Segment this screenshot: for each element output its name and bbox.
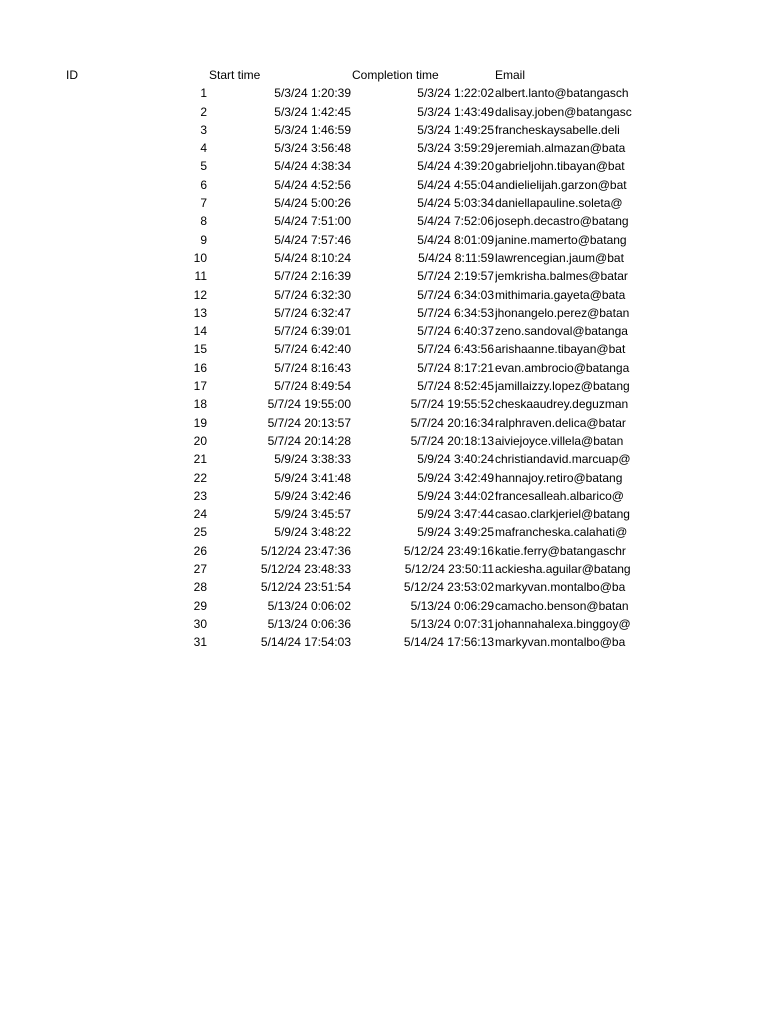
cell-email: andielielijah.garzon@bat bbox=[495, 177, 627, 192]
cell-id: 9 bbox=[200, 232, 207, 247]
header-start-time: Start time bbox=[209, 68, 261, 82]
cell-email: jamillaizzy.lopez@batang bbox=[495, 379, 630, 394]
cell-completion-time: 5/4/24 5:03:34 bbox=[417, 196, 494, 211]
cell-completion-time: 5/4/24 8:11:59 bbox=[418, 250, 494, 265]
cell-id: 10 bbox=[193, 250, 207, 265]
spreadsheet-page bbox=[0, 66, 768, 652]
cell-completion-time: 5/3/24 1:49:25 bbox=[417, 122, 494, 137]
cell-id: 30 bbox=[193, 616, 207, 631]
cell-completion-time: 5/3/24 1:43:49 bbox=[417, 104, 494, 119]
cell-completion-time: 5/7/24 8:17:21 bbox=[417, 360, 494, 375]
cell-completion-time: 5/12/24 23:50:11 bbox=[404, 562, 494, 577]
cell-email: francheskaysabelle.deli bbox=[495, 122, 620, 137]
cell-id: 4 bbox=[200, 141, 207, 156]
cell-id: 19 bbox=[193, 415, 207, 430]
cell-completion-time: 5/12/24 23:49:16 bbox=[403, 543, 494, 558]
cell-id: 25 bbox=[193, 525, 207, 540]
cell-id: 6 bbox=[200, 177, 207, 192]
cell-completion-time: 5/7/24 6:43:56 bbox=[417, 342, 494, 357]
cell-completion-time: 5/9/24 3:42:49 bbox=[417, 470, 494, 485]
cell-start-time: 5/4/24 7:51:00 bbox=[274, 214, 351, 229]
header-completion-time: Completion time bbox=[352, 68, 439, 82]
cell-email: gabrieljohn.tibayan@bat bbox=[495, 159, 625, 174]
cell-id: 17 bbox=[193, 379, 207, 394]
cell-start-time: 5/7/24 20:14:28 bbox=[267, 433, 351, 448]
cell-email: camacho.benson@batan bbox=[495, 598, 629, 613]
cell-id: 2 bbox=[200, 104, 207, 119]
cell-id: 22 bbox=[193, 470, 207, 485]
table-row bbox=[0, 340, 768, 358]
cell-completion-time: 5/7/24 20:18:13 bbox=[410, 433, 494, 448]
cell-completion-time: 5/7/24 2:19:57 bbox=[417, 269, 494, 284]
cell-email: cheskaaudrey.deguzman bbox=[495, 397, 629, 412]
table-row bbox=[0, 560, 768, 578]
cell-email: katie.ferry@batangaschr bbox=[495, 543, 626, 558]
cell-id: 13 bbox=[193, 305, 207, 320]
cell-email: ackiesha.aguilar@batang bbox=[495, 562, 631, 577]
cell-id: 20 bbox=[193, 433, 207, 448]
header-email: Email bbox=[495, 68, 526, 82]
cell-id: 28 bbox=[193, 580, 207, 595]
cell-id: 31 bbox=[193, 635, 207, 650]
cell-id: 16 bbox=[193, 360, 207, 375]
cell-id: 1 bbox=[200, 86, 207, 101]
cell-start-time: 5/4/24 4:52:56 bbox=[274, 177, 351, 192]
cell-start-time: 5/3/24 1:20:39 bbox=[274, 86, 351, 101]
cell-id: 24 bbox=[193, 507, 207, 522]
cell-start-time: 5/12/24 23:47:36 bbox=[260, 543, 351, 558]
table-row bbox=[0, 249, 768, 267]
cell-completion-time: 5/7/24 6:34:03 bbox=[417, 287, 494, 302]
cell-start-time: 5/7/24 6:42:40 bbox=[274, 342, 351, 357]
table-row bbox=[0, 304, 768, 322]
cell-completion-time: 5/4/24 4:39:20 bbox=[417, 159, 494, 174]
cell-email: francesalleah.albarico@ bbox=[495, 488, 624, 503]
cell-start-time: 5/4/24 8:10:24 bbox=[274, 250, 351, 265]
table-row bbox=[0, 176, 768, 194]
cell-completion-time: 5/3/24 3:59:29 bbox=[417, 141, 494, 156]
cell-completion-time: 5/4/24 4:55:04 bbox=[417, 177, 494, 192]
cell-start-time: 5/3/24 1:46:59 bbox=[274, 122, 351, 137]
table-row bbox=[0, 359, 768, 377]
cell-email: janine.mamerto@batang bbox=[495, 232, 627, 247]
header-id: ID bbox=[66, 68, 78, 82]
cell-email: christiandavid.marcuap@ bbox=[495, 452, 631, 467]
table-row bbox=[0, 157, 768, 175]
table-row bbox=[0, 633, 768, 651]
cell-email: ralphraven.delica@batar bbox=[495, 415, 626, 430]
cell-id: 12 bbox=[193, 287, 207, 302]
cell-start-time: 5/7/24 6:32:30 bbox=[274, 287, 351, 302]
cell-completion-time: 5/14/24 17:56:13 bbox=[403, 635, 494, 650]
table-row bbox=[0, 597, 768, 615]
cell-start-time: 5/13/24 0:06:02 bbox=[267, 598, 351, 613]
table-row bbox=[0, 395, 768, 413]
table-row bbox=[0, 103, 768, 121]
table-body bbox=[0, 84, 768, 651]
cell-start-time: 5/7/24 2:16:39 bbox=[274, 269, 351, 284]
cell-start-time: 5/4/24 4:38:34 bbox=[274, 159, 351, 174]
table-row bbox=[0, 194, 768, 212]
cell-start-time: 5/7/24 6:32:47 bbox=[274, 305, 351, 320]
table-row bbox=[0, 212, 768, 230]
cell-start-time: 5/9/24 3:48:22 bbox=[274, 525, 351, 540]
cell-completion-time: 5/7/24 19:55:52 bbox=[410, 397, 494, 412]
cell-id: 14 bbox=[193, 324, 207, 339]
cell-id: 5 bbox=[200, 159, 207, 174]
cell-email: markyvan.montalbo@ba bbox=[495, 580, 626, 595]
cell-email: markyvan.montalbo@ba bbox=[495, 635, 626, 650]
cell-completion-time: 5/7/24 8:52:45 bbox=[417, 379, 494, 394]
table-row bbox=[0, 450, 768, 468]
cell-start-time: 5/9/24 3:45:57 bbox=[274, 507, 351, 522]
cell-start-time: 5/12/24 23:48:33 bbox=[260, 562, 351, 577]
cell-email: daniellapauline.soleta@ bbox=[495, 196, 623, 211]
cell-completion-time: 5/7/24 6:34:53 bbox=[417, 305, 494, 320]
cell-email: hannajoy.retiro@batang bbox=[495, 470, 623, 485]
table-row bbox=[0, 286, 768, 304]
cell-email: casao.clarkjeriel@batang bbox=[495, 507, 630, 522]
table-row bbox=[0, 505, 768, 523]
cell-start-time: 5/7/24 6:39:01 bbox=[274, 324, 351, 339]
cell-id: 23 bbox=[193, 488, 207, 503]
cell-id: 26 bbox=[193, 543, 207, 558]
cell-id: 27 bbox=[193, 562, 207, 577]
cell-start-time: 5/7/24 8:16:43 bbox=[274, 360, 351, 375]
cell-completion-time: 5/4/24 7:52:06 bbox=[417, 214, 494, 229]
table-row bbox=[0, 139, 768, 157]
table-row bbox=[0, 578, 768, 596]
cell-email: arishaanne.tibayan@bat bbox=[495, 342, 626, 357]
cell-start-time: 5/4/24 7:57:46 bbox=[274, 232, 351, 247]
cell-start-time: 5/13/24 0:06:36 bbox=[267, 616, 351, 631]
cell-completion-time: 5/13/24 0:06:29 bbox=[410, 598, 494, 613]
cell-email: dalisay.joben@batangasc bbox=[495, 104, 632, 119]
table-row bbox=[0, 322, 768, 340]
cell-completion-time: 5/9/24 3:49:25 bbox=[417, 525, 494, 540]
table-row bbox=[0, 231, 768, 249]
header-row bbox=[0, 66, 768, 84]
cell-completion-time: 5/12/24 23:53:02 bbox=[403, 580, 494, 595]
cell-start-time: 5/9/24 3:38:33 bbox=[274, 452, 351, 467]
cell-start-time: 5/9/24 3:42:46 bbox=[274, 488, 351, 503]
cell-email: jemkrisha.balmes@batar bbox=[495, 269, 628, 284]
cell-email: mafrancheska.calahati@ bbox=[495, 525, 628, 540]
cell-completion-time: 5/9/24 3:40:24 bbox=[417, 452, 494, 467]
cell-completion-time: 5/13/24 0:07:31 bbox=[410, 616, 494, 631]
cell-email: jeremiah.almazan@bata bbox=[495, 141, 626, 156]
cell-id: 3 bbox=[200, 122, 207, 137]
cell-id: 21 bbox=[193, 452, 207, 467]
cell-start-time: 5/9/24 3:41:48 bbox=[274, 470, 351, 485]
table-row bbox=[0, 121, 768, 139]
cell-start-time: 5/7/24 19:55:00 bbox=[267, 397, 351, 412]
cell-start-time: 5/14/24 17:54:03 bbox=[260, 635, 351, 650]
cell-start-time: 5/3/24 1:42:45 bbox=[274, 104, 351, 119]
cell-email: jhonangelo.perez@batan bbox=[495, 305, 630, 320]
cell-email: johannahalexa.binggoy@ bbox=[495, 616, 631, 631]
cell-email: joseph.decastro@batang bbox=[495, 214, 629, 229]
cell-start-time: 5/7/24 8:49:54 bbox=[274, 379, 351, 394]
table-row bbox=[0, 84, 768, 102]
table-row bbox=[0, 267, 768, 285]
cell-id: 11 bbox=[194, 269, 207, 284]
cell-completion-time: 5/4/24 8:01:09 bbox=[417, 232, 494, 247]
table-row bbox=[0, 469, 768, 487]
table-row bbox=[0, 523, 768, 541]
cell-completion-time: 5/7/24 6:40:37 bbox=[417, 324, 494, 339]
cell-email: aiviejoyce.villela@batan bbox=[495, 433, 624, 448]
table-row bbox=[0, 542, 768, 560]
cell-id: 8 bbox=[200, 214, 207, 229]
table-row bbox=[0, 487, 768, 505]
table-row bbox=[0, 377, 768, 395]
cell-id: 7 bbox=[200, 196, 207, 211]
cell-start-time: 5/3/24 3:56:48 bbox=[274, 141, 351, 156]
cell-completion-time: 5/3/24 1:22:02 bbox=[417, 86, 494, 101]
cell-email: albert.lanto@batangasch bbox=[495, 86, 629, 101]
cell-id: 18 bbox=[193, 397, 207, 412]
cell-start-time: 5/4/24 5:00:26 bbox=[274, 196, 351, 211]
cell-completion-time: 5/7/24 20:16:34 bbox=[410, 415, 494, 430]
table-row bbox=[0, 432, 768, 450]
cell-completion-time: 5/9/24 3:47:44 bbox=[417, 507, 494, 522]
cell-id: 29 bbox=[193, 598, 207, 613]
cell-start-time: 5/7/24 20:13:57 bbox=[267, 415, 351, 430]
cell-completion-time: 5/9/24 3:44:02 bbox=[417, 488, 494, 503]
cell-id: 15 bbox=[193, 342, 207, 357]
cell-email: mithimaria.gayeta@bata bbox=[495, 287, 626, 302]
cell-start-time: 5/12/24 23:51:54 bbox=[260, 580, 351, 595]
cell-email: zeno.sandoval@batanga bbox=[495, 324, 628, 339]
cell-email: lawrencegian.jaum@bat bbox=[495, 250, 624, 265]
table-row bbox=[0, 414, 768, 432]
cell-email: evan.ambrocio@batanga bbox=[495, 360, 630, 375]
table-row bbox=[0, 615, 768, 633]
